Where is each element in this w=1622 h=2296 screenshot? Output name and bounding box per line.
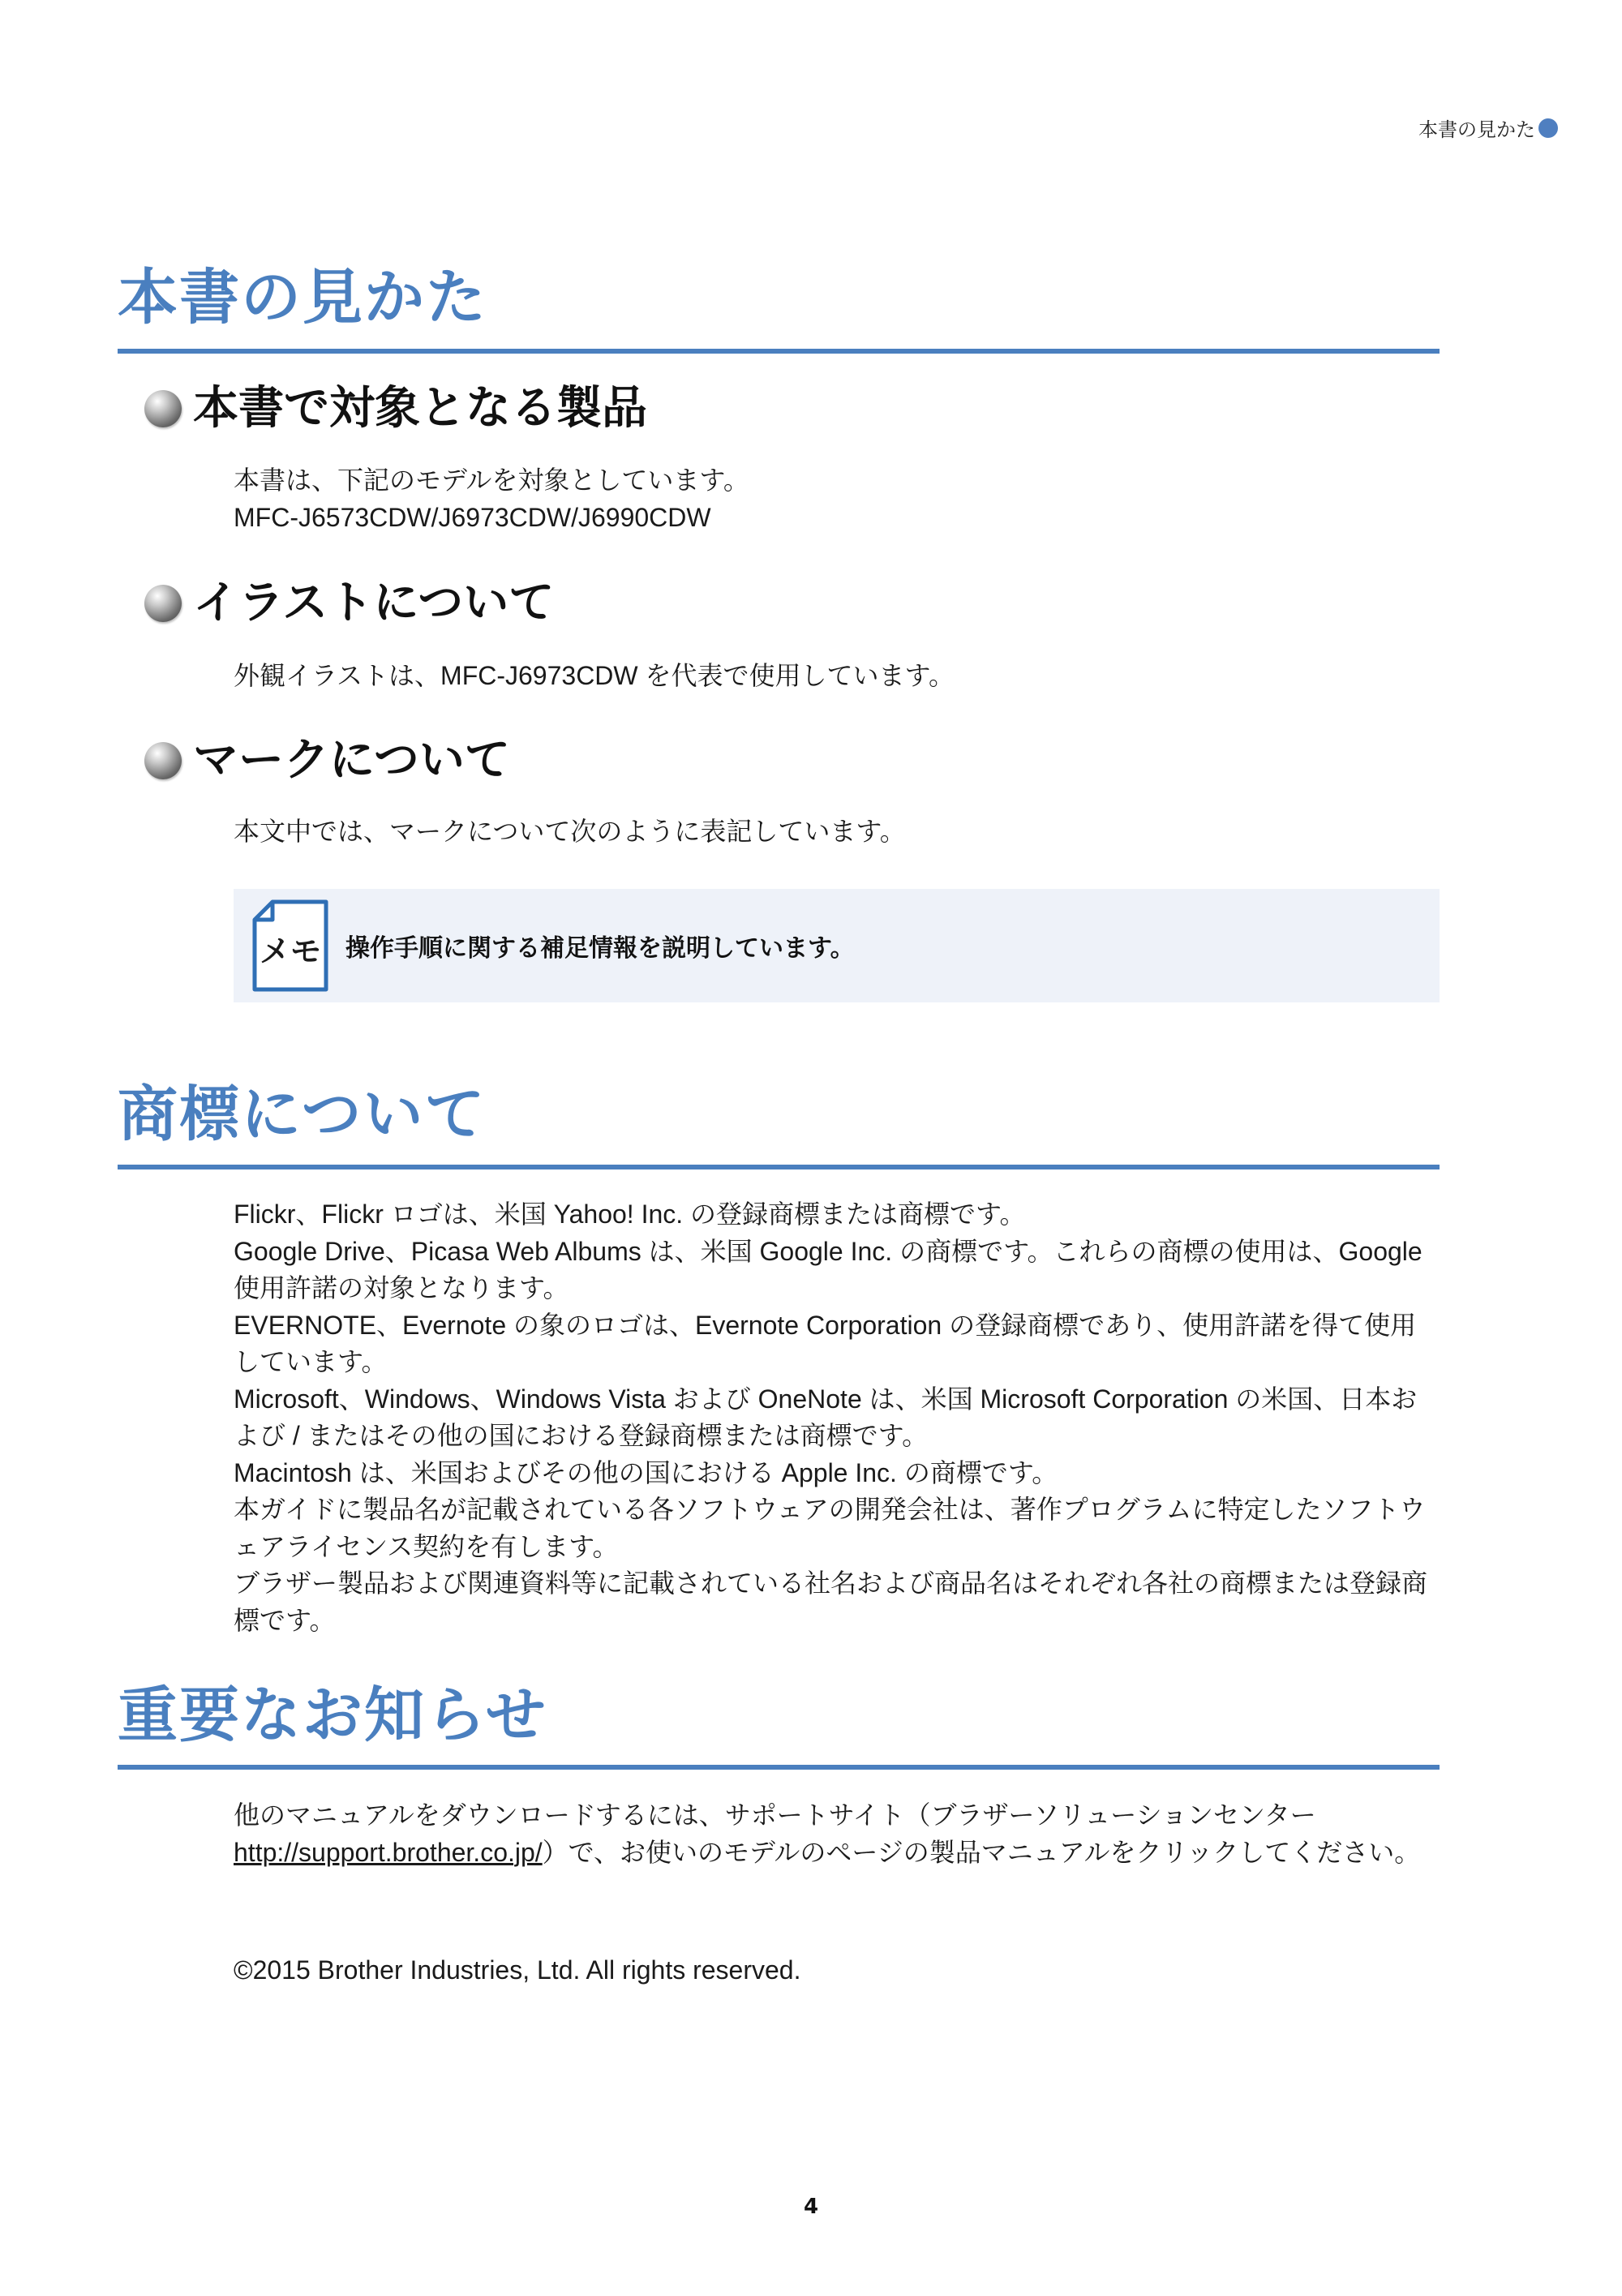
memo-icon-label: メモ: [259, 933, 322, 969]
subheading-product-label: 本書で対象となる製品: [193, 382, 647, 435]
memo-description: 操作手順に関する補足情報を説明しています。: [345, 934, 855, 963]
sphere-bullet-icon: [144, 390, 182, 427]
trademark-evernote: EVERNOTE、Evernote の象のロゴは、Evernote Corporation の登録商標であり、使用許諾を得て使用しています。: [234, 1310, 1417, 1376]
marks-line-1: 本文中では、マークについて次のように表記しています。: [234, 817, 906, 846]
illustration-paragraph: [234, 658, 1440, 695]
trademark-brother: ブラザー製品および関連資料等に記載されている社名および商品名はそれぞれ各社の商標または登録商標です。: [234, 1569, 1428, 1635]
product-line-1: 本書は、下記のモデルを対象としています。: [234, 466, 749, 495]
trademark-microsoft: Microsoft、Windows、Windows Vista および OneNote は、米国 Microsoft Corporation の米国、日本および / またはその他の国における登録商標または商標です。: [234, 1384, 1418, 1450]
trademarks-paragraph: [234, 1196, 1440, 1639]
subheading-illustration-label: イラストについて: [193, 577, 555, 629]
running-header: [1418, 114, 1558, 142]
section-divider: [118, 1765, 1440, 1770]
sphere-bullet-icon: [144, 742, 182, 779]
product-paragraph: [234, 462, 1440, 536]
notice-text: [234, 1797, 1440, 1871]
notice-text-after-link: ）で、お使いのモデルのページの製品マニュアルをクリックしてください。: [542, 1837, 1421, 1867]
section-divider: [118, 1165, 1440, 1169]
trademark-google: Google Drive、Picasa Web Albums は、米国 Google Inc. の商標です。これらの商標の使用は、Google 使用許諾の対象となります。: [234, 1236, 1422, 1302]
notice-paragraph: [234, 1797, 1440, 1871]
subheading-marks: [144, 734, 510, 787]
support-site-link[interactable]: http://support.brother.co.jp/: [234, 1837, 543, 1867]
memo-note-box: [234, 889, 1440, 1002]
subheading-product: [144, 382, 647, 435]
illustration-line-1: 外観イラストは、MFC-J6973CDW を代表で使用しています。: [234, 661, 955, 690]
sphere-bullet-icon: [144, 585, 182, 622]
copyright-text: ©2015 Brother Industries, Ltd. All rights reserved.: [234, 1955, 801, 1985]
subheading-illustration: [144, 577, 555, 629]
trademark-flickr: Flickr、Flickr ロゴは、米国 Yahoo! Inc. の登録商標または商標です。: [234, 1199, 1026, 1229]
trademark-software-license: 本ガイドに製品名が記載されている各ソフトウェアの開発会社は、著作プログラムに特定したソフトウェアライセンス契約を有します。: [234, 1495, 1426, 1561]
section-title-notice: 重要なお知らせ: [118, 1680, 547, 1750]
section-divider: [118, 349, 1440, 354]
section-title-trademarks: 商標について: [118, 1079, 487, 1149]
bullet-dot-icon: [1538, 118, 1558, 138]
page-number: 4: [803, 2195, 819, 2219]
subheading-marks-label: マークについて: [193, 734, 510, 787]
running-header-title: 本書の見かた: [1418, 118, 1535, 141]
section-title-howto: 本書の見かた: [118, 263, 487, 333]
notice-text-before-link: 他のマニュアルをダウンロードするには、サポートサイト（ブラザーソリューションセンター: [234, 1800, 1316, 1830]
marks-paragraph: [234, 813, 1440, 851]
product-models: MFC-J6573CDW/J6973CDW/J6990CDW: [234, 502, 711, 532]
memo-icon: [251, 899, 329, 993]
trademark-apple: Macintosh は、米国およびその他の国における Apple Inc. の商標です。: [234, 1457, 1058, 1487]
copyright-paragraph: [234, 1952, 1440, 1989]
